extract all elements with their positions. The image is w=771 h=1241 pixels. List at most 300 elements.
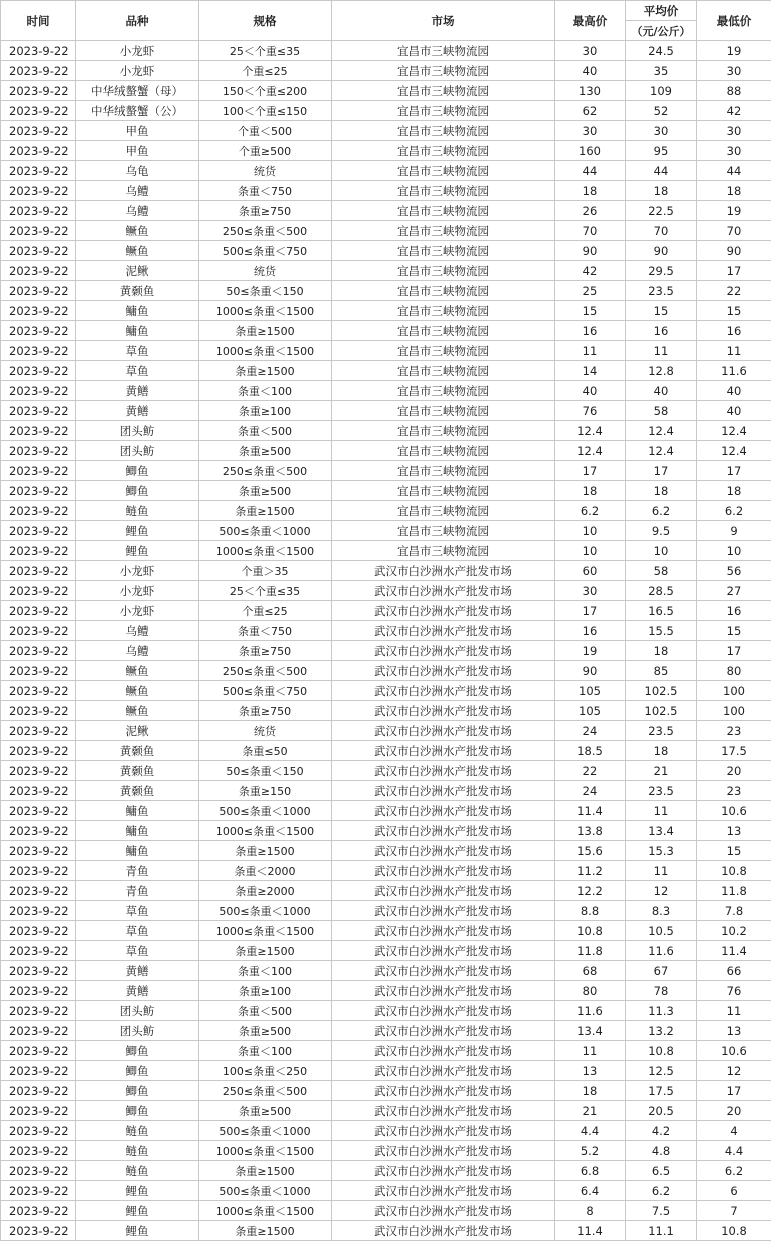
table-row (1, 781, 771, 801)
cell-variety: 鲢鱼 (76, 1161, 199, 1181)
cell-min-price: 10.6 (697, 1041, 771, 1061)
cell-max-price: 17 (555, 461, 626, 481)
header-avg: 平均价 (626, 1, 697, 21)
cell-spec: 个重＞35 (199, 561, 332, 581)
table-row (1, 521, 771, 541)
cell-avg-price: 11.3 (626, 1001, 697, 1021)
cell-avg-price: 24.5 (626, 41, 697, 61)
cell-max-price: 30 (555, 121, 626, 141)
cell-spec: 150＜个重≤200 (199, 81, 332, 101)
cell-variety: 乌龟 (76, 161, 199, 181)
cell-variety: 甲鱼 (76, 121, 199, 141)
cell-min-price: 6.2 (697, 1161, 771, 1181)
cell-min-price: 40 (697, 381, 771, 401)
cell-spec: 条重≥1500 (199, 941, 332, 961)
cell-max-price: 5.2 (555, 1141, 626, 1161)
table-row (1, 1121, 771, 1141)
table-row (1, 721, 771, 741)
cell-max-price: 25 (555, 281, 626, 301)
cell-variety: 鳙鱼 (76, 321, 199, 341)
cell-spec: 1000≤条重＜1500 (199, 301, 332, 321)
cell-max-price: 12.4 (555, 421, 626, 441)
cell-market: 宜昌市三峡物流园 (332, 121, 555, 141)
cell-max-price: 11.4 (555, 801, 626, 821)
cell-min-price: 17 (697, 641, 771, 661)
table-row (1, 101, 771, 121)
cell-min-price: 19 (697, 41, 771, 61)
header-max: 最高价 (555, 1, 626, 41)
cell-avg-price: 58 (626, 401, 697, 421)
cell-market: 武汉市白沙洲水产批发市场 (332, 561, 555, 581)
cell-variety: 小龙虾 (76, 41, 199, 61)
cell-min-price: 66 (697, 961, 771, 981)
cell-min-price: 100 (697, 701, 771, 721)
cell-max-price: 130 (555, 81, 626, 101)
cell-market: 武汉市白沙洲水产批发市场 (332, 1061, 555, 1081)
cell-variety: 青鱼 (76, 861, 199, 881)
cell-date: 2023-9-22 (1, 781, 76, 801)
cell-variety: 中华绒螯蟹（母） (76, 81, 199, 101)
cell-max-price: 26 (555, 201, 626, 221)
cell-variety: 鳜鱼 (76, 681, 199, 701)
cell-spec: 500≤条重＜1000 (199, 901, 332, 921)
cell-avg-price: 12.4 (626, 421, 697, 441)
table-row (1, 621, 771, 641)
cell-variety: 鳙鱼 (76, 841, 199, 861)
cell-min-price: 18 (697, 481, 771, 501)
cell-market: 武汉市白沙洲水产批发市场 (332, 721, 555, 741)
cell-avg-price: 17 (626, 461, 697, 481)
cell-spec: 条重≥500 (199, 1021, 332, 1041)
table-row (1, 41, 771, 61)
cell-min-price: 40 (697, 401, 771, 421)
cell-min-price: 19 (697, 201, 771, 221)
table-row (1, 761, 771, 781)
cell-market: 武汉市白沙洲水产批发市场 (332, 941, 555, 961)
table-row (1, 541, 771, 561)
cell-avg-price: 12 (626, 881, 697, 901)
cell-min-price: 42 (697, 101, 771, 121)
cell-avg-price: 20.5 (626, 1101, 697, 1121)
cell-max-price: 44 (555, 161, 626, 181)
cell-min-price: 7.8 (697, 901, 771, 921)
cell-variety: 鳙鱼 (76, 801, 199, 821)
cell-spec: 25＜个重≤35 (199, 581, 332, 601)
cell-variety: 草鱼 (76, 361, 199, 381)
cell-max-price: 24 (555, 721, 626, 741)
cell-avg-price: 9.5 (626, 521, 697, 541)
cell-spec: 条重＜750 (199, 181, 332, 201)
cell-variety: 鲫鱼 (76, 481, 199, 501)
cell-min-price: 10.8 (697, 861, 771, 881)
cell-variety: 鲤鱼 (76, 1181, 199, 1201)
cell-avg-price: 44 (626, 161, 697, 181)
cell-date: 2023-9-22 (1, 381, 76, 401)
cell-market: 宜昌市三峡物流园 (332, 101, 555, 121)
cell-variety: 泥鳅 (76, 721, 199, 741)
cell-spec: 个重≤25 (199, 601, 332, 621)
table-row (1, 861, 771, 881)
cell-min-price: 90 (697, 241, 771, 261)
cell-market: 宜昌市三峡物流园 (332, 501, 555, 521)
header-min: 最低价 (697, 1, 771, 41)
cell-avg-price: 4.2 (626, 1121, 697, 1141)
cell-variety: 青鱼 (76, 881, 199, 901)
cell-market: 武汉市白沙洲水产批发市场 (332, 1041, 555, 1061)
cell-min-price: 76 (697, 981, 771, 1001)
cell-avg-price: 13.4 (626, 821, 697, 841)
cell-variety: 团头鲂 (76, 1001, 199, 1021)
cell-variety: 草鱼 (76, 901, 199, 921)
cell-date: 2023-9-22 (1, 101, 76, 121)
cell-market: 宜昌市三峡物流园 (332, 481, 555, 501)
cell-variety: 鳜鱼 (76, 221, 199, 241)
cell-market: 武汉市白沙洲水产批发市场 (332, 1221, 555, 1241)
cell-market: 宜昌市三峡物流园 (332, 81, 555, 101)
cell-variety: 中华绒螯蟹（公） (76, 101, 199, 121)
cell-market: 武汉市白沙洲水产批发市场 (332, 1001, 555, 1021)
cell-variety: 黄鳝 (76, 981, 199, 1001)
cell-max-price: 42 (555, 261, 626, 281)
cell-spec: 25＜个重≤35 (199, 41, 332, 61)
cell-variety: 黄颡鱼 (76, 781, 199, 801)
cell-min-price: 12.4 (697, 421, 771, 441)
cell-avg-price: 10.5 (626, 921, 697, 941)
cell-max-price: 10.8 (555, 921, 626, 941)
cell-max-price: 15 (555, 301, 626, 321)
cell-market: 武汉市白沙洲水产批发市场 (332, 1201, 555, 1221)
cell-market: 宜昌市三峡物流园 (332, 381, 555, 401)
cell-avg-price: 11 (626, 801, 697, 821)
cell-variety: 乌鳢 (76, 181, 199, 201)
cell-market: 武汉市白沙洲水产批发市场 (332, 681, 555, 701)
cell-date: 2023-9-22 (1, 341, 76, 361)
table-row (1, 81, 771, 101)
cell-min-price: 12.4 (697, 441, 771, 461)
cell-variety: 黄颡鱼 (76, 761, 199, 781)
cell-avg-price: 11.1 (626, 1221, 697, 1241)
cell-spec: 条重＜100 (199, 961, 332, 981)
cell-date: 2023-9-22 (1, 121, 76, 141)
table-row (1, 301, 771, 321)
cell-market: 武汉市白沙洲水产批发市场 (332, 1161, 555, 1181)
cell-avg-price: 6.2 (626, 1181, 697, 1201)
cell-date: 2023-9-22 (1, 861, 76, 881)
cell-market: 宜昌市三峡物流园 (332, 321, 555, 341)
cell-max-price: 14 (555, 361, 626, 381)
cell-max-price: 19 (555, 641, 626, 661)
cell-spec: 统货 (199, 161, 332, 181)
table-row (1, 1021, 771, 1041)
cell-market: 武汉市白沙洲水产批发市场 (332, 781, 555, 801)
cell-avg-price: 23.5 (626, 781, 697, 801)
cell-date: 2023-9-22 (1, 741, 76, 761)
cell-market: 武汉市白沙洲水产批发市场 (332, 641, 555, 661)
table-row (1, 741, 771, 761)
cell-min-price: 11 (697, 341, 771, 361)
cell-spec: 条重≥1500 (199, 501, 332, 521)
cell-spec: 条重＜100 (199, 381, 332, 401)
cell-market: 武汉市白沙洲水产批发市场 (332, 1081, 555, 1101)
cell-market: 武汉市白沙洲水产批发市场 (332, 861, 555, 881)
cell-max-price: 18 (555, 481, 626, 501)
cell-max-price: 40 (555, 381, 626, 401)
cell-market: 武汉市白沙洲水产批发市场 (332, 1101, 555, 1121)
cell-variety: 团头鲂 (76, 1021, 199, 1041)
cell-max-price: 80 (555, 981, 626, 1001)
cell-date: 2023-9-22 (1, 41, 76, 61)
cell-variety: 黄鳝 (76, 401, 199, 421)
cell-avg-price: 16.5 (626, 601, 697, 621)
cell-max-price: 18 (555, 181, 626, 201)
cell-variety: 甲鱼 (76, 141, 199, 161)
cell-max-price: 21 (555, 1101, 626, 1121)
header-variety: 品种 (76, 1, 199, 41)
cell-avg-price: 18 (626, 741, 697, 761)
cell-max-price: 90 (555, 661, 626, 681)
table-row (1, 401, 771, 421)
cell-avg-price: 12.4 (626, 441, 697, 461)
cell-market: 宜昌市三峡物流园 (332, 221, 555, 241)
cell-date: 2023-9-22 (1, 901, 76, 921)
cell-spec: 100＜个重≤150 (199, 101, 332, 121)
cell-max-price: 12.2 (555, 881, 626, 901)
cell-spec: 1000≤条重＜1500 (199, 821, 332, 841)
cell-date: 2023-9-22 (1, 1181, 76, 1201)
cell-spec: 1000≤条重＜1500 (199, 341, 332, 361)
header-avg-unit: （元/公斤） (626, 21, 697, 41)
cell-spec: 500≤条重＜750 (199, 681, 332, 701)
cell-date: 2023-9-22 (1, 681, 76, 701)
table-row (1, 881, 771, 901)
cell-variety: 小龙虾 (76, 581, 199, 601)
cell-min-price: 23 (697, 781, 771, 801)
table-row (1, 961, 771, 981)
cell-variety: 鳜鱼 (76, 241, 199, 261)
cell-min-price: 27 (697, 581, 771, 601)
table-row (1, 461, 771, 481)
cell-min-price: 20 (697, 1101, 771, 1121)
cell-date: 2023-9-22 (1, 621, 76, 641)
table-row (1, 221, 771, 241)
cell-date: 2023-9-22 (1, 1141, 76, 1161)
cell-date: 2023-9-22 (1, 1221, 76, 1241)
cell-spec: 条重≥500 (199, 441, 332, 461)
cell-market: 武汉市白沙洲水产批发市场 (332, 761, 555, 781)
cell-spec: 个重≥500 (199, 141, 332, 161)
cell-max-price: 11 (555, 1041, 626, 1061)
table-row (1, 681, 771, 701)
cell-avg-price: 85 (626, 661, 697, 681)
cell-min-price: 17 (697, 461, 771, 481)
cell-date: 2023-9-22 (1, 1041, 76, 1061)
cell-variety: 鲫鱼 (76, 1061, 199, 1081)
cell-spec: 1000≤条重＜1500 (199, 541, 332, 561)
cell-date: 2023-9-22 (1, 981, 76, 1001)
cell-spec: 条重≥750 (199, 701, 332, 721)
cell-variety: 乌鳢 (76, 201, 199, 221)
cell-min-price: 13 (697, 821, 771, 841)
cell-date: 2023-9-22 (1, 501, 76, 521)
cell-market: 宜昌市三峡物流园 (332, 261, 555, 281)
cell-max-price: 11.6 (555, 1001, 626, 1021)
cell-date: 2023-9-22 (1, 1121, 76, 1141)
cell-spec: 500≤条重＜750 (199, 241, 332, 261)
cell-market: 宜昌市三峡物流园 (332, 461, 555, 481)
cell-date: 2023-9-22 (1, 641, 76, 661)
table-row (1, 641, 771, 661)
cell-date: 2023-9-22 (1, 361, 76, 381)
table-row (1, 361, 771, 381)
cell-min-price: 11.4 (697, 941, 771, 961)
cell-max-price: 13.4 (555, 1021, 626, 1041)
cell-date: 2023-9-22 (1, 161, 76, 181)
cell-spec: 条重≥100 (199, 401, 332, 421)
cell-spec: 50≤条重＜150 (199, 761, 332, 781)
table-row (1, 1181, 771, 1201)
cell-market: 武汉市白沙洲水产批发市场 (332, 921, 555, 941)
cell-min-price: 11 (697, 1001, 771, 1021)
cell-spec: 条重＜500 (199, 1001, 332, 1021)
cell-date: 2023-9-22 (1, 401, 76, 421)
cell-min-price: 44 (697, 161, 771, 181)
cell-market: 宜昌市三峡物流园 (332, 241, 555, 261)
header-market: 市场 (332, 1, 555, 41)
cell-variety: 鳜鱼 (76, 661, 199, 681)
cell-avg-price: 15.5 (626, 621, 697, 641)
cell-spec: 条重≥750 (199, 641, 332, 661)
cell-avg-price: 30 (626, 121, 697, 141)
cell-variety: 乌鳢 (76, 621, 199, 641)
table-row (1, 701, 771, 721)
cell-min-price: 6.2 (697, 501, 771, 521)
cell-min-price: 88 (697, 81, 771, 101)
cell-market: 武汉市白沙洲水产批发市场 (332, 981, 555, 1001)
cell-max-price: 18.5 (555, 741, 626, 761)
cell-avg-price: 28.5 (626, 581, 697, 601)
header-time: 时间 (1, 1, 76, 41)
cell-variety: 黄颡鱼 (76, 741, 199, 761)
cell-min-price: 6 (697, 1181, 771, 1201)
cell-max-price: 13.8 (555, 821, 626, 841)
table-row (1, 1201, 771, 1221)
table-row (1, 921, 771, 941)
cell-avg-price: 18 (626, 641, 697, 661)
cell-avg-price: 21 (626, 761, 697, 781)
cell-max-price: 8 (555, 1201, 626, 1221)
table-row (1, 561, 771, 581)
cell-avg-price: 8.3 (626, 901, 697, 921)
cell-market: 宜昌市三峡物流园 (332, 41, 555, 61)
cell-spec: 250≤条重＜500 (199, 661, 332, 681)
cell-variety: 团头鲂 (76, 441, 199, 461)
cell-avg-price: 52 (626, 101, 697, 121)
table-row (1, 661, 771, 681)
cell-spec: 统货 (199, 261, 332, 281)
cell-market: 武汉市白沙洲水产批发市场 (332, 1181, 555, 1201)
table-row (1, 161, 771, 181)
table-row (1, 941, 771, 961)
cell-max-price: 60 (555, 561, 626, 581)
cell-market: 武汉市白沙洲水产批发市场 (332, 1121, 555, 1141)
cell-max-price: 68 (555, 961, 626, 981)
cell-spec: 条重≥1500 (199, 1161, 332, 1181)
cell-max-price: 70 (555, 221, 626, 241)
cell-min-price: 9 (697, 521, 771, 541)
table-row (1, 901, 771, 921)
cell-spec: 条重＜2000 (199, 861, 332, 881)
cell-date: 2023-9-22 (1, 561, 76, 581)
table-body (1, 41, 771, 1241)
cell-max-price: 6.2 (555, 501, 626, 521)
cell-max-price: 6.4 (555, 1181, 626, 1201)
cell-max-price: 11.8 (555, 941, 626, 961)
cell-max-price: 11.2 (555, 861, 626, 881)
cell-market: 宜昌市三峡物流园 (332, 521, 555, 541)
table-row (1, 421, 771, 441)
cell-spec: 1000≤条重＜1500 (199, 1141, 332, 1161)
cell-spec: 条重≥150 (199, 781, 332, 801)
cell-spec: 条重≥500 (199, 1101, 332, 1121)
cell-max-price: 8.8 (555, 901, 626, 921)
cell-date: 2023-9-22 (1, 821, 76, 841)
cell-avg-price: 6.5 (626, 1161, 697, 1181)
cell-min-price: 16 (697, 601, 771, 621)
cell-market: 武汉市白沙洲水产批发市场 (332, 741, 555, 761)
cell-date: 2023-9-22 (1, 661, 76, 681)
cell-min-price: 10.6 (697, 801, 771, 821)
cell-avg-price: 23.5 (626, 721, 697, 741)
cell-spec: 条重≤50 (199, 741, 332, 761)
table-row (1, 581, 771, 601)
cell-avg-price: 109 (626, 81, 697, 101)
cell-variety: 团头鲂 (76, 421, 199, 441)
table-row (1, 1041, 771, 1061)
cell-variety: 鲫鱼 (76, 1041, 199, 1061)
cell-market: 武汉市白沙洲水产批发市场 (332, 901, 555, 921)
cell-max-price: 160 (555, 141, 626, 161)
cell-avg-price: 7.5 (626, 1201, 697, 1221)
cell-variety: 鳜鱼 (76, 701, 199, 721)
cell-date: 2023-9-22 (1, 961, 76, 981)
cell-date: 2023-9-22 (1, 601, 76, 621)
cell-variety: 鲢鱼 (76, 1141, 199, 1161)
cell-variety: 草鱼 (76, 941, 199, 961)
cell-max-price: 90 (555, 241, 626, 261)
cell-date: 2023-9-22 (1, 841, 76, 861)
table-row (1, 1101, 771, 1121)
cell-min-price: 30 (697, 61, 771, 81)
cell-min-price: 7 (697, 1201, 771, 1221)
table-row (1, 61, 771, 81)
table-row (1, 501, 771, 521)
cell-min-price: 30 (697, 141, 771, 161)
cell-min-price: 10 (697, 541, 771, 561)
cell-avg-price: 11.6 (626, 941, 697, 961)
cell-min-price: 30 (697, 121, 771, 141)
cell-market: 武汉市白沙洲水产批发市场 (332, 1141, 555, 1161)
cell-avg-price: 17.5 (626, 1081, 697, 1101)
cell-market: 宜昌市三峡物流园 (332, 541, 555, 561)
cell-market: 武汉市白沙洲水产批发市场 (332, 661, 555, 681)
cell-avg-price: 15.3 (626, 841, 697, 861)
table-row (1, 241, 771, 261)
cell-spec: 条重≥1500 (199, 841, 332, 861)
cell-market: 宜昌市三峡物流园 (332, 421, 555, 441)
cell-market: 武汉市白沙洲水产批发市场 (332, 581, 555, 601)
table-row (1, 121, 771, 141)
cell-spec: 1000≤条重＜1500 (199, 921, 332, 941)
